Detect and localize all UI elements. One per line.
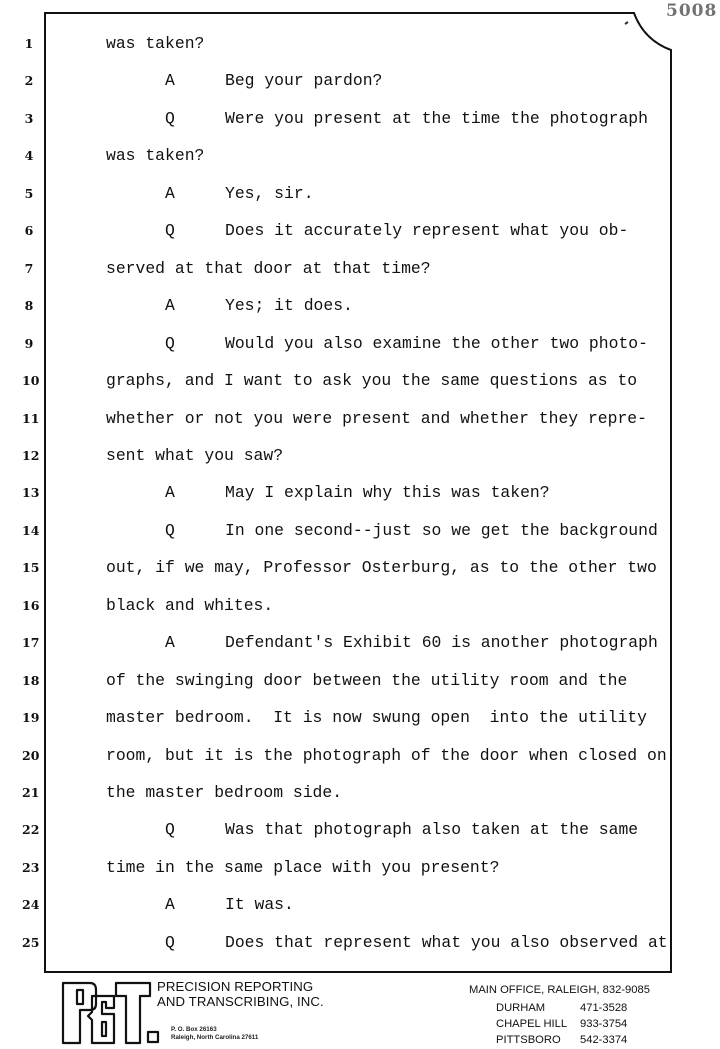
line-number: 5 [24, 185, 34, 201]
speaker-label: A [165, 296, 175, 316]
transcript-line: served at that door at that time? [106, 258, 431, 278]
transcript-line: It was. [225, 895, 294, 915]
speaker-label: Q [165, 820, 175, 840]
speaker-label: A [165, 483, 175, 503]
line-number: 2 [24, 73, 34, 89]
line-number: 8 [24, 298, 34, 314]
transcript-line: of the swinging door between the utility room and the [106, 670, 628, 690]
transcript-line: Beg your pardon? [225, 71, 383, 91]
company-name [157, 979, 324, 1009]
branch-city: CHAPEL HILL [496, 1018, 568, 1030]
transcript-line: was taken? [106, 146, 205, 166]
transcript-line: graphs, and I want to ask you the same questions as to [106, 371, 638, 391]
line-number: 11 [22, 410, 40, 426]
line-number: 18 [22, 672, 40, 688]
address-line1: P. O. Box 26163 [171, 1026, 217, 1033]
transcript-line: time in the same place with you present? [106, 857, 500, 877]
line-number: 3 [24, 110, 34, 126]
line-number: 25 [22, 934, 40, 950]
line-number: 4 [24, 148, 34, 164]
branch-phone: 471-3528 [580, 1002, 628, 1014]
address-line2: Raleigh, North Carolina 27611 [171, 1034, 259, 1041]
transcript-line: May I explain why this was taken? [225, 483, 550, 503]
line-number: 13 [22, 485, 40, 501]
company-name-line1: PRECISION REPORTING [157, 979, 314, 994]
line-number: 15 [22, 560, 40, 576]
speaker-label: Q [165, 333, 175, 353]
speaker-label: Q [165, 221, 175, 241]
line-number: 21 [22, 785, 40, 800]
branch-row [496, 1032, 627, 1048]
line-number: 10 [22, 373, 40, 389]
main-office: MAIN OFFICE, RALEIGH, 832-9085 [469, 984, 650, 996]
branch-row [496, 1000, 627, 1016]
transcript-line: Was that photograph also taken at the same [225, 820, 639, 840]
transcript-line: Does that represent what you also observed at [225, 932, 668, 952]
speaker-label: A [165, 633, 175, 653]
line-number: 20 [22, 747, 40, 763]
branch-row [496, 1016, 627, 1032]
transcript-line: Yes; it does. [225, 296, 353, 316]
line-number: 6 [24, 223, 34, 239]
company-address [171, 1026, 258, 1042]
line-number: 23 [22, 859, 40, 875]
line-number: 16 [22, 597, 40, 613]
line-number: 1 [24, 36, 34, 51]
line-number: 9 [24, 335, 34, 351]
transcript-line: Yes, sir. [225, 183, 314, 203]
transcript-line: Would you also examine the other two photo- [225, 333, 648, 353]
transcript-line: Does it accurately represent what you ob- [225, 221, 629, 241]
line-number: 17 [22, 635, 40, 651]
transcript-line: room, but it is the photograph of the door when closed on [106, 745, 667, 765]
transcript-line: sent what you saw? [106, 445, 284, 465]
transcript-line: In one second--just so we get the background [225, 520, 658, 540]
line-number: 12 [22, 447, 40, 463]
company-logo [60, 980, 160, 1046]
branch-phone: 542-3374 [580, 1034, 628, 1046]
speaker-label: A [165, 71, 175, 91]
transcript-line: whether or not you were present and whether they repre- [106, 408, 647, 428]
transcript-line: Were you present at the time the photograph [225, 108, 648, 128]
transcript-line: master bedroom. It is now swung open into the utility [106, 708, 647, 728]
line-number: 22 [22, 822, 40, 838]
line-number: 19 [22, 710, 40, 726]
branch-phone: 933-3754 [580, 1018, 628, 1030]
branch-city: PITTSBORO [496, 1034, 561, 1046]
company-name-line2: AND TRANSCRIBING, INC. [157, 994, 324, 1009]
transcript-line: out, if we may, Professor Osterburg, as to the other two [106, 558, 657, 578]
branch-offices [496, 1000, 627, 1048]
transcript-line: Defendant's Exhibit 60 is another photograph [225, 633, 658, 653]
branch-city: DURHAM [496, 1002, 546, 1014]
speaker-label: A [165, 183, 175, 203]
transcript-line: was taken? [106, 34, 205, 53]
speaker-label: A [165, 895, 175, 915]
speaker-label: Q [165, 932, 175, 952]
transcript-line: black and whites. [106, 595, 274, 615]
line-number: 14 [22, 522, 40, 538]
speaker-label: Q [165, 108, 175, 128]
line-number: 7 [24, 260, 34, 276]
speaker-label: Q [165, 520, 175, 540]
transcript-line: the master bedroom side. [106, 783, 343, 802]
line-number: 24 [22, 897, 40, 913]
page-number: 5008 [666, 1, 718, 21]
